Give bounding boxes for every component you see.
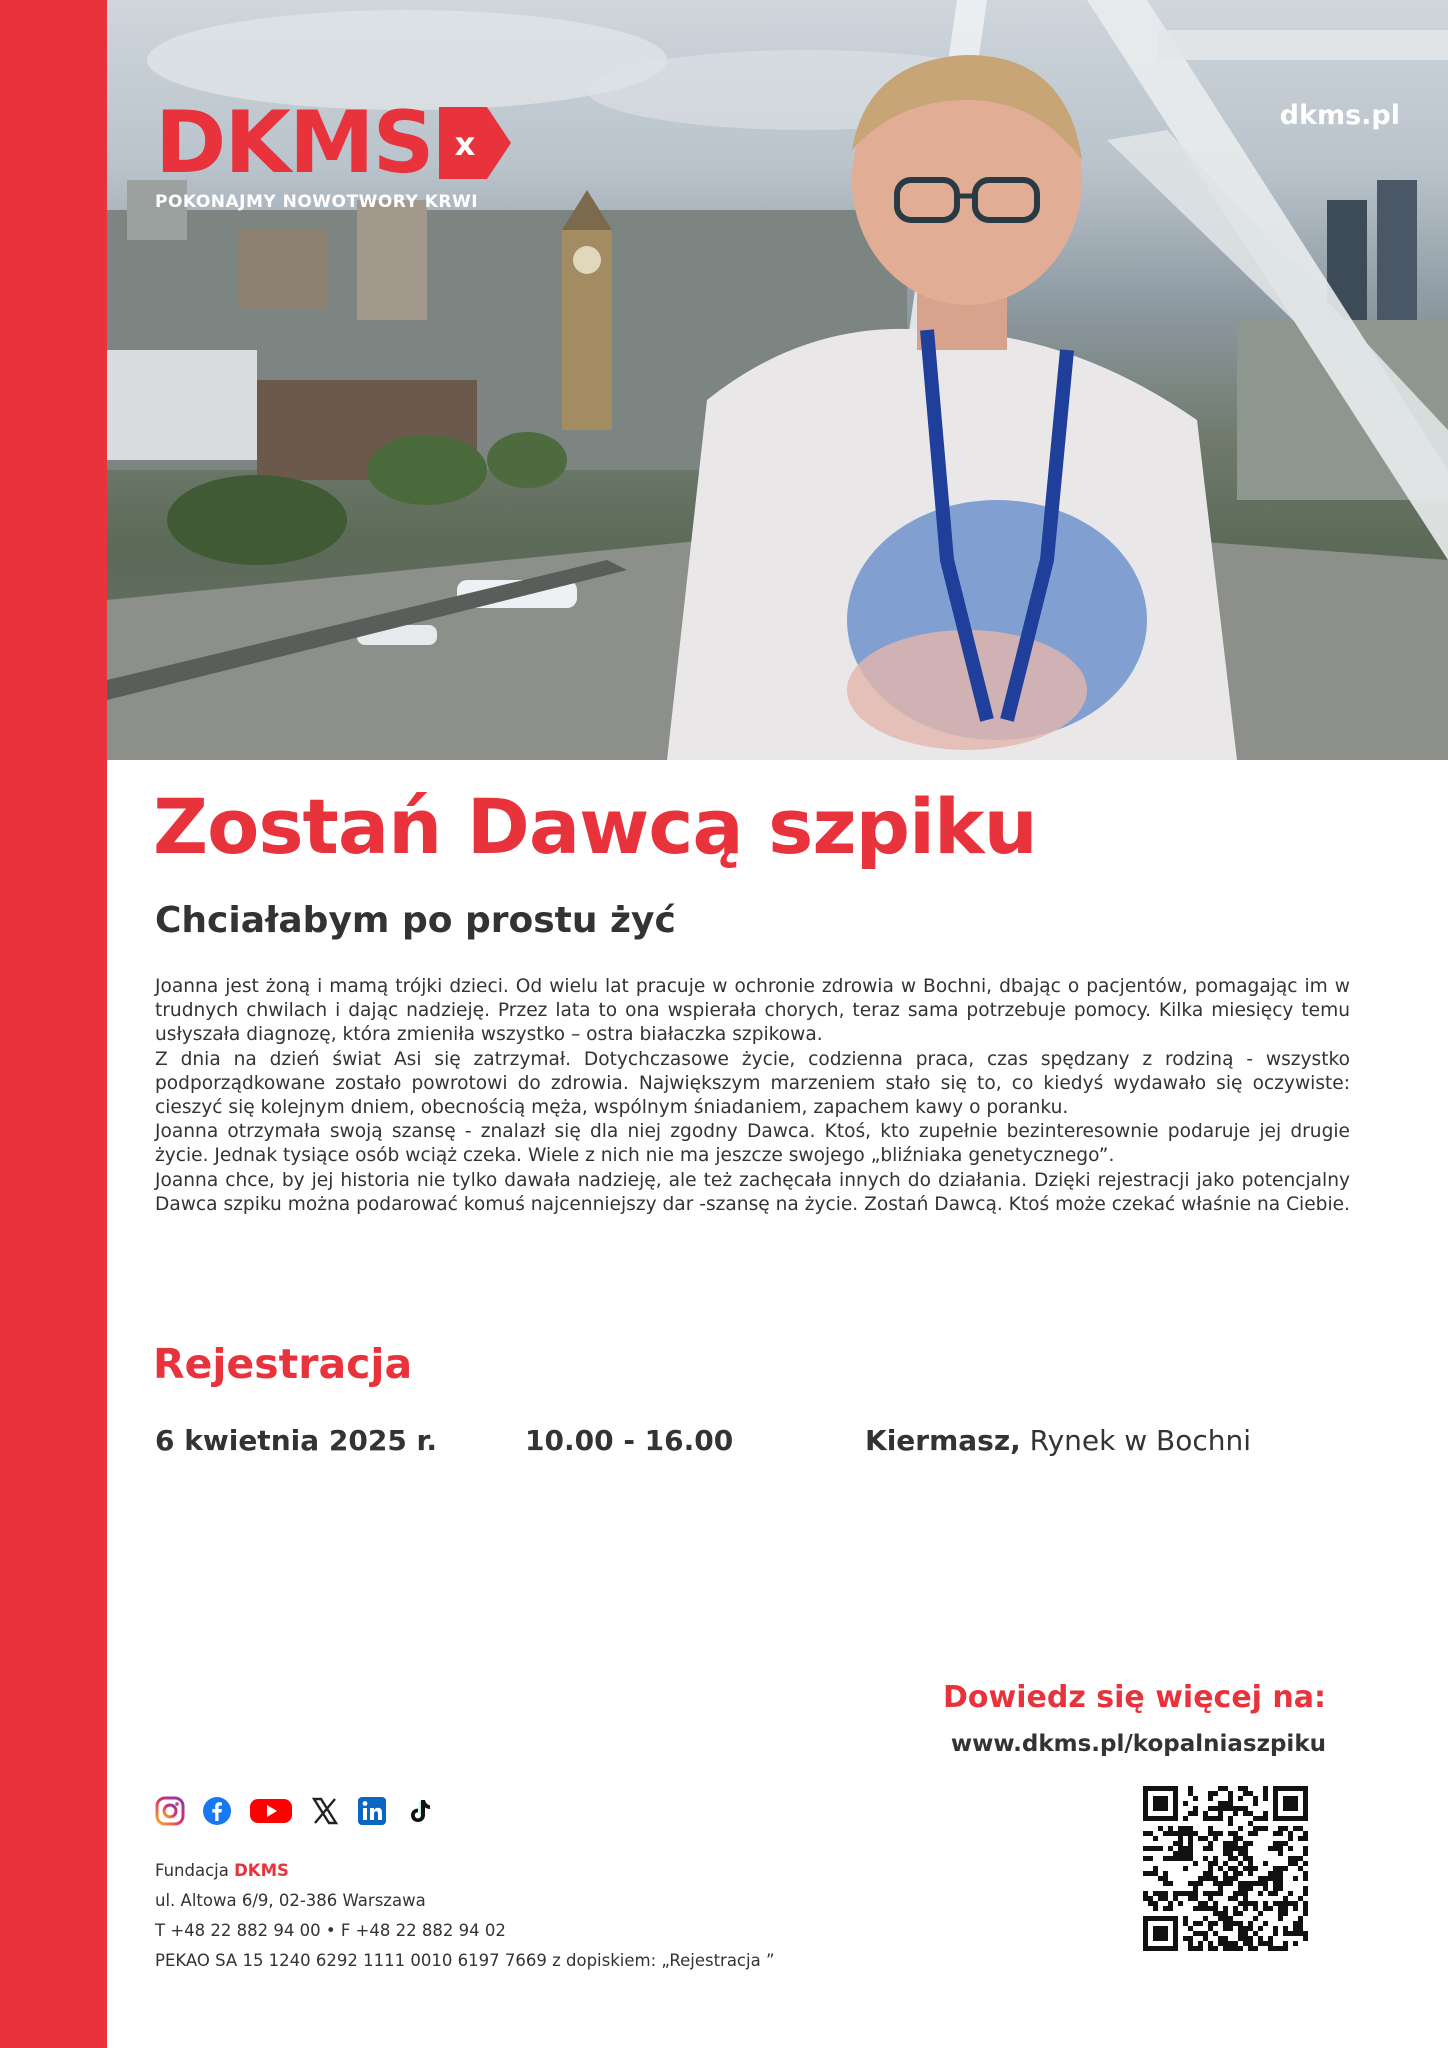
learn-more — [943, 1680, 1326, 1757]
footer-org-name: DKMS — [234, 1861, 289, 1880]
logo-x-mark-icon — [439, 107, 511, 179]
registration-place-location: Rynek w Bochni — [1029, 1424, 1252, 1457]
learn-more-heading: Dowiedz się więcej na: — [943, 1680, 1326, 1715]
story-paragraph: Joanna jest żoną i mamą trójki dzieci. Od wielu lat pracuje w ochronie zdrowia w Bochni, dbając o pacjentów, pomagając im w trudnych chwilach i dając nadzieję. Przez lata to ona wspierała chorych, teraz sama potrzebuje pomocy. Kilka miesięcy temu usłyszała diagnozę, która zmieniła wszystko – ostra białaczka szpikowa. — [155, 976, 1350, 1046]
linkedin-icon[interactable] — [357, 1796, 387, 1826]
instagram-icon[interactable] — [155, 1796, 185, 1826]
registration-place-name: Kiermasz, — [865, 1424, 1021, 1457]
footer-org — [155, 1856, 775, 1886]
story-paragraph: Joanna chce, by jej historia nie tylko dawała nadzieję, ale też zachęcała innych do działania. Dzięki rejestracji jako potencjalny Dawca szpiku można podarować komuś najcenniejszy dar -szansę na życie. Zostań Dawcą. Ktoś może czekać właśnie na Ciebie. — [155, 1169, 1350, 1215]
page-subtitle: Chciałabym po prostu żyć — [155, 900, 676, 941]
left-red-bar — [0, 0, 107, 2048]
youtube-icon[interactable] — [249, 1796, 293, 1826]
qr-code-graphic — [1143, 1786, 1308, 1951]
qr-code[interactable] — [1143, 1786, 1308, 1951]
registration-place — [865, 1424, 1251, 1457]
story-paragraph: Joanna otrzymała swoją szansę - znalazł się dla niej zgodny Dawca. Ktoś, kto zupełnie bezinteresownie podaruje jej drugie życie. Jednak tysiące osób wciąż czeka. Wiele z nich nie ma jeszcze swojego „bliźniaka genetycznego”. — [155, 1121, 1350, 1167]
dkms-logo — [155, 93, 511, 212]
social-icons — [155, 1796, 434, 1826]
logo-tagline: POKONAJMY NOWOTWORY KRWI — [155, 192, 479, 212]
registration-heading: Rejestracja — [153, 1340, 413, 1388]
site-link[interactable]: dkms.pl — [1279, 100, 1400, 131]
story-paragraph: Z dnia na dzień świat Asi się zatrzymał. Dotychczasowe życie, codzienna praca, czas spędzany z rodziną - wszystko podporządkowane zostało powrotowi do zdrowia. Największym marzeniem stało się to, co kiedyś wydawało się oczywiste: cieszyć się kolejnym dniem, obecnością męża, wspólnym śniadaniem, zapachem kawy o poranku. — [155, 1048, 1350, 1119]
footer-address: ul. Altowa 6/9, 02-386 Warszawa — [155, 1891, 426, 1910]
x-icon[interactable] — [310, 1796, 340, 1826]
svg-text:x: x — [454, 125, 475, 163]
footer-bank: PEKAO SA 15 1240 6292 1111 0010 6197 7669 z dopiskiem: „Rejestracja ” — [155, 1951, 775, 1970]
registration-time: 10.00 - 16.00 — [525, 1424, 734, 1457]
footer-contact — [155, 1856, 775, 1976]
facebook-icon[interactable] — [202, 1796, 232, 1826]
footer-org-prefix: Fundacja — [155, 1861, 229, 1880]
footer-phones: T +48 22 882 94 00 • F +48 22 882 94 02 — [155, 1921, 506, 1940]
learn-more-url[interactable]: www.dkms.pl/kopalniaszpiku — [950, 1731, 1326, 1757]
tiktok-icon[interactable] — [404, 1796, 434, 1826]
registration-date: 6 kwietnia 2025 r. — [155, 1424, 437, 1457]
story-text — [155, 975, 1350, 1217]
logo-wordmark: DKMS — [155, 93, 433, 193]
page-title: Zostań Dawcą szpiku — [153, 782, 1037, 871]
